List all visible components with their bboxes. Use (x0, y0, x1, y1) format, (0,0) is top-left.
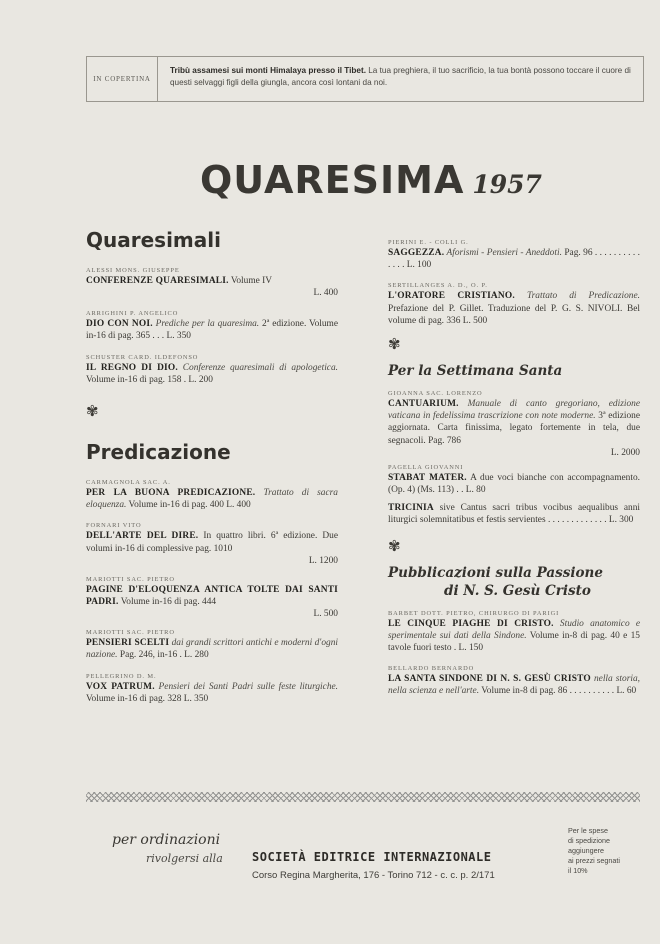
entry-title: LA SANTA SINDONE DI N. S. GESÙ CRISTO (388, 674, 591, 685)
cover-caption-text: La tua preghiera, il tuo sacrificio, la tua bontà possono toccare il cuore di questi selvaggi figli della giungla, ancora così lontani da noi. (170, 66, 631, 87)
entry-author: MARIOTTI SAC. PIETRO (86, 629, 175, 637)
entry-title: DIO CON NOI. (86, 319, 153, 330)
entry-author: ARRIGHINI P. ANGELICO (86, 310, 179, 318)
entry-desc: Pag. 96 . . . . . . . . . . . . . . L. 100 (388, 248, 641, 271)
entry-author: BELLARDO BERNARDO (388, 665, 475, 673)
entry-desc: Prefazione del P. Gillet. Traduzione del P. G. S. NIVOLI. Bel volume di pag. 336 L. 500 (388, 303, 640, 326)
right-column (388, 238, 640, 698)
entry-desc: 2ª edizione. Volume in-16 di pag. 365 . . . L. 350 (86, 319, 338, 342)
entry-title: PENSIERI SCELTI (86, 638, 170, 649)
entry-subtitle: Studio anatomico e sperimentale sui dati della Sindone. (388, 618, 641, 641)
section-quaresimali: Quaresimali (86, 228, 221, 252)
order-line-1: per ordinazioni (112, 832, 221, 848)
entry-desc: Volume in-16 di pag. 158 . L. 200 (86, 374, 213, 385)
page-title (200, 158, 542, 202)
entry-text (86, 637, 338, 661)
entry-price: L. 1200 (308, 555, 338, 566)
entry-subtitle: Trattato di sacra eloquenza. (86, 488, 338, 511)
section-predicazione: Predicazione (86, 440, 231, 465)
entry-title: TRICINIA (388, 503, 434, 514)
shipping-line: di spedizione (568, 836, 610, 845)
section-passione-line2: di N. S. Gesù Cristo (444, 582, 591, 599)
entry-author: SERTILLANGES A. D., O. P. (388, 282, 488, 290)
flower-ornament-icon: ✾ (86, 404, 99, 421)
flower-ornament-icon: ✾ (388, 337, 401, 354)
entry-subtitle: dai grandi scrittori antichi e moderni d'ogni nazione. (86, 638, 338, 661)
entry-author: CARMAGNOLA SAC. A. (86, 479, 171, 487)
entry-desc: Volume in-8 di pag. 40 e 15 tavole fuori testo . L. 150 (388, 630, 640, 654)
entry-author: PIERINI E. - COLLI G. (388, 239, 469, 246)
entry-author: ALESSI MONS. GIUSEPPE (86, 267, 180, 274)
entry-desc: In quattro libri. 6ª edizione. Due volumi in-16 di complessive pag. 1010 (86, 531, 338, 554)
cover-caption (158, 57, 643, 101)
entry-desc: 3ª edizione aggiornata. Carta finissima, legato fortemente in tela, due segnacoli. Pag. 786 (388, 411, 641, 446)
entry-price: L. 2000 (610, 447, 640, 458)
entry-subtitle: Manuale di canto gregoriano, edizione vaticana in fedelissima trascrizione con note moderne. (388, 399, 640, 422)
entry-text (86, 318, 338, 342)
shipping-line: il 10% (568, 866, 588, 875)
entry-author: MARIOTTI SAC. PIETRO (86, 575, 175, 583)
ornamental-border (86, 792, 640, 802)
flower-ornament-icon: ✾ (388, 538, 401, 555)
entry-text (86, 681, 338, 705)
entry-title: CONFERENZE QUARESIMALI. (86, 276, 229, 286)
entry-text (388, 398, 640, 447)
entry-text (388, 618, 640, 655)
cover-label: IN COPERTINA (87, 57, 158, 101)
entry-price: L. 400 (313, 288, 338, 299)
entry-subtitle: Pensieri dei Santi Padri sulle feste liturgiche. (154, 681, 339, 692)
entry-text (388, 673, 640, 697)
entry-subtitle: nella storia, nella scienza e nell'arte. (388, 674, 640, 697)
entry-author: FORNARI VITO (86, 522, 142, 530)
entry-desc: Volume in-16 di pag. 328 L. 350 (86, 693, 209, 704)
entry-subtitle: Prediche per la quaresima. (152, 319, 260, 330)
entry-author: BARBET DOTT. PIETRO, CHIRURGO DI PARIGI (388, 609, 560, 617)
entry-title: VOX PATRUM. (86, 681, 155, 692)
entry-title: L'ORATORE CRISTIANO. (388, 291, 515, 302)
entry-text (388, 290, 640, 327)
entry-desc: Volume in-16 di pag. 444 (118, 597, 217, 608)
entry-text (86, 584, 338, 608)
entry-title: SAGGEZZA. (388, 248, 445, 258)
entry-title: DELL'ARTE DEL DIRE. (86, 531, 199, 542)
shipping-note (568, 826, 640, 876)
cover-caption-bold: Tribù assamesi sui monti Himalaya presso il Tibet. (170, 66, 366, 75)
publisher-address: Corso Regina Margherita, 176 - Torino 712 - c. c. p. 2/171 (252, 870, 495, 881)
section-settimana-santa: Per la Settimana Santa (388, 363, 563, 380)
shipping-line: aggiungere (568, 846, 604, 855)
entry-price: L. 500 (313, 609, 338, 620)
entry-text (388, 472, 640, 496)
entry-title: LE CINQUE PIAGHE DI CRISTO. (388, 618, 554, 629)
entry-text (86, 530, 338, 554)
entry-subtitle: Conferenze quaresimali di apologetica. (177, 362, 338, 373)
entry-text (86, 487, 338, 511)
entry-title: CANTUARIUM. (388, 399, 459, 410)
entry-author: GIOANNA SAC. LORENZO (388, 390, 483, 398)
page-title-main: QUARESIMA (200, 158, 465, 202)
entry-desc: Volume IV (228, 276, 273, 286)
entry-text (388, 247, 640, 271)
entry-desc: Volume in-16 di pag. 400 L. 400 (126, 500, 251, 511)
entry-desc: sive Cantus sacri tribus vocibus aequalibus anni liturgici solemnitatibus et festis servientes . . . . . . . . . . . . . L. 300 (388, 503, 640, 526)
cover-caption-box (86, 56, 644, 102)
entry-subtitle: Trattato di Predicazione. (514, 291, 641, 302)
entry-desc: A due voci bianche con accompagnamento. (Op. 4) (Ms. 113) . . L. 80 (388, 472, 640, 496)
shipping-line: Per le spese (568, 826, 608, 835)
entry-text (86, 362, 338, 386)
publisher-name: SOCIETÀ EDITRICE INTERNAZIONALE (252, 850, 492, 864)
entry-title: STABAT MATER. (388, 472, 467, 483)
entry-author: PELLEGRINO D. M. (86, 672, 157, 680)
entry-desc: Volume in-8 di pag. 86 . . . . . . . . . . L. 60 (479, 686, 637, 697)
entry-desc: Pag. 246, in-16 . L. 280 (117, 650, 209, 661)
entry-author: SCHUSTER CARD. ILDEFONSO (86, 353, 199, 361)
shipping-line: ai prezzi segnati (568, 856, 620, 865)
entry-author: PAGELLA GIOVANNI (388, 463, 464, 471)
entry-subtitle: Aforismi - Pensieri - Aneddoti. (444, 248, 562, 258)
page-title-year: 1957 (472, 170, 542, 199)
entry-title: PAGINE D'ELOQUENZA ANTICA TOLTE DAI SANTI PADRI. (86, 584, 338, 608)
entry-title: PER LA BUONA PREDICAZIONE. (86, 488, 256, 499)
left-column (86, 228, 338, 705)
entry-text (388, 502, 640, 526)
section-passione-line1: Pubblicazioni sulla Passione (388, 564, 603, 581)
order-line-2: rivolgersi alla (146, 852, 223, 865)
entry-text (86, 275, 338, 287)
entry-title: IL REGNO DI DIO. (86, 362, 178, 373)
